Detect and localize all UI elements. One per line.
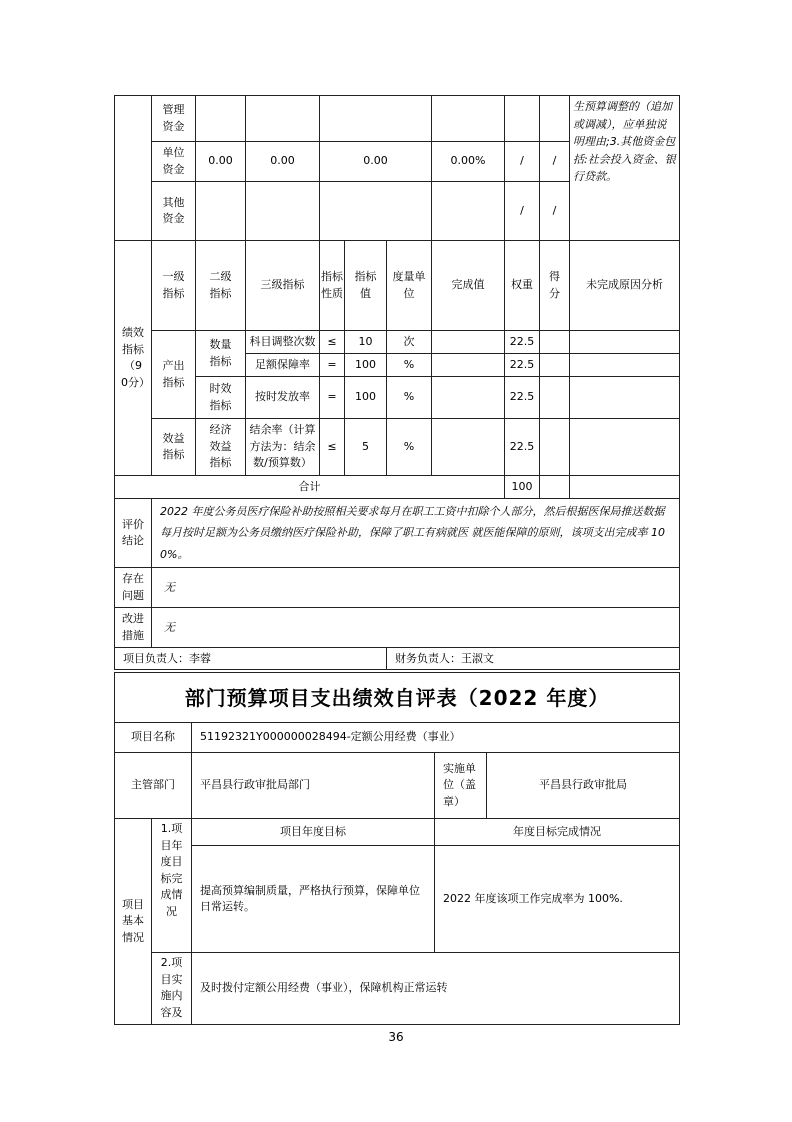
improvements-label: 改进措施 bbox=[115, 608, 152, 648]
project-name-label: 项目名称 bbox=[115, 723, 192, 753]
indicator-reason-cell bbox=[570, 354, 680, 377]
indicator-nature-cell: ≤ bbox=[320, 419, 345, 476]
indicator-header-reason: 未完成原因分析 bbox=[570, 241, 680, 331]
funding-row-label: 单位资金 bbox=[152, 142, 196, 182]
indicator-unit-cell: 次 bbox=[387, 331, 432, 354]
funding-amount-cell bbox=[320, 96, 432, 142]
indicator-nature-cell: = bbox=[320, 354, 345, 377]
status-header: 年度目标完成情况 bbox=[435, 819, 680, 846]
slash-cell: / bbox=[505, 142, 540, 182]
impl-unit-label: 实施单位（盖章） bbox=[435, 753, 487, 819]
goal-text: 提高预算编制质量，严格执行预算，保障单位日常运转。 bbox=[192, 846, 435, 953]
indicator-level2-cell: 数量指标 bbox=[196, 331, 246, 377]
indicator-header-level3: 三级指标 bbox=[246, 241, 320, 331]
indicator-done-cell bbox=[432, 419, 505, 476]
indicator-unit-cell: % bbox=[387, 354, 432, 377]
problems-label: 存在问题 bbox=[115, 568, 152, 608]
evaluation-label: 评价结论 bbox=[115, 499, 152, 568]
funding-amount-cell bbox=[246, 182, 320, 241]
indicator-header-done: 完成值 bbox=[432, 241, 505, 331]
indicator-header-value: 指标值 bbox=[345, 241, 387, 331]
indicator-weight-cell: 22.5 bbox=[505, 419, 540, 476]
indicator-done-cell bbox=[432, 331, 505, 354]
indicator-name-cell: 足额保障率 bbox=[246, 354, 320, 377]
funding-amount-cell: 0.00 bbox=[196, 142, 246, 182]
indicator-level1-cell: 效益指标 bbox=[152, 419, 196, 476]
indicator-level2-cell: 时效指标 bbox=[196, 377, 246, 419]
indicator-score-cell bbox=[540, 331, 570, 354]
slash-cell bbox=[505, 96, 540, 142]
indicator-value-cell: 10 bbox=[345, 331, 387, 354]
indicator-header-level2: 二级指标 bbox=[196, 241, 246, 331]
indicator-score-cell bbox=[540, 419, 570, 476]
funding-row-label: 其他资金 bbox=[152, 182, 196, 241]
slash-cell: / bbox=[540, 142, 570, 182]
total-label: 合计 bbox=[115, 476, 505, 499]
indicator-score-cell bbox=[540, 377, 570, 419]
perf-section-label: 绩效指标（90分） bbox=[115, 241, 152, 476]
slash-cell: / bbox=[505, 182, 540, 241]
indicator-weight-cell: 22.5 bbox=[505, 354, 540, 377]
indicator-unit-cell: % bbox=[387, 377, 432, 419]
self-evaluation-table bbox=[114, 672, 680, 1025]
impl-unit-value: 平昌县行政审批局 bbox=[487, 753, 680, 819]
indicator-nature-cell: ≤ bbox=[320, 331, 345, 354]
indicator-header-unit: 度量单位 bbox=[387, 241, 432, 331]
indicator-header-weight: 权重 bbox=[505, 241, 540, 331]
indicator-level2-cell: 经济效益指标 bbox=[196, 419, 246, 476]
indicator-score-cell bbox=[540, 354, 570, 377]
funding-amount-cell bbox=[196, 182, 246, 241]
indicator-level1-cell: 产出指标 bbox=[152, 331, 196, 419]
indicator-nature-cell: = bbox=[320, 377, 345, 419]
indicator-header-score: 得分 bbox=[540, 241, 570, 331]
indicator-value-cell: 5 bbox=[345, 419, 387, 476]
indicator-name-cell: 结余率（计算方法为：结余数/预算数） bbox=[246, 419, 320, 476]
indicator-name-cell: 科目调整次数 bbox=[246, 331, 320, 354]
evaluation-text: 2022 年度公务员医疗保险补助按照相关要求每月在职工工资中扣除个人部分，然后根据医保局推送数据每月按时足额为公务员缴纳医疗保险补助，保障了职工有病就医 就医能保障的原则，该项支出完成率 100%。 bbox=[152, 499, 680, 568]
total-weight: 100 bbox=[505, 476, 540, 499]
dept-label: 主管部门 bbox=[115, 753, 192, 819]
project-name-value: 51192321Y000000028494-定额公用经费（事业） bbox=[192, 723, 680, 753]
goal-header: 项目年度目标 bbox=[192, 819, 435, 846]
status-text: 2022 年度该项工作完成率为 100%. bbox=[435, 846, 680, 953]
basic-info-label: 项目基本情况 bbox=[115, 819, 152, 1025]
carryover-performance-table bbox=[114, 95, 680, 670]
problems-text: 无 bbox=[152, 568, 680, 608]
indicator-done-cell bbox=[432, 354, 505, 377]
improvements-text: 无 bbox=[152, 608, 680, 648]
slash-cell: / bbox=[540, 182, 570, 241]
funding-row-label: 管理资金 bbox=[152, 96, 196, 142]
impl-text: 及时拨付定额公用经费（事业），保障机构正常运转 bbox=[192, 953, 680, 1025]
funding-amount-cell bbox=[320, 182, 432, 241]
indicator-name-cell: 按时发放率 bbox=[246, 377, 320, 419]
indicator-header-level1: 一级指标 bbox=[152, 241, 196, 331]
page-number: 36 bbox=[388, 1030, 404, 1044]
funding-amount-cell bbox=[246, 96, 320, 142]
impl-section-label: 2.项目实施内容及 bbox=[152, 953, 192, 1025]
funding-rate-cell: 0.00% bbox=[432, 142, 505, 182]
indicator-header-nature: 指标性质 bbox=[320, 241, 345, 331]
slash-cell bbox=[540, 96, 570, 142]
funding-amount-cell bbox=[196, 96, 246, 142]
total-score-cell bbox=[540, 476, 570, 499]
carryover-left-empty-cell bbox=[115, 96, 152, 241]
signature-finance-lead: 财务负责人：王淑文 bbox=[387, 648, 680, 670]
table-title: 部门预算项目支出绩效自评表（2022 年度） bbox=[115, 673, 680, 723]
funding-amount-cell: 0.00 bbox=[246, 142, 320, 182]
indicator-unit-cell: % bbox=[387, 419, 432, 476]
goal-section-label: 1.项目年度目标完成情况 bbox=[152, 819, 192, 953]
dept-value: 平昌县行政审批局部门 bbox=[192, 753, 435, 819]
indicator-reason-cell bbox=[570, 377, 680, 419]
indicator-weight-cell: 22.5 bbox=[505, 331, 540, 354]
indicator-value-cell: 100 bbox=[345, 354, 387, 377]
funding-amount-cell: 0.00 bbox=[320, 142, 432, 182]
indicator-value-cell: 100 bbox=[345, 377, 387, 419]
funding-rate-cell bbox=[432, 96, 505, 142]
indicator-reason-cell bbox=[570, 331, 680, 354]
total-reason-cell bbox=[570, 476, 680, 499]
signature-project-lead: 项目负责人：李蓉 bbox=[115, 648, 387, 670]
side-note: 生预算调整的（追加或调减），应单独说明理由;3.其他资金包括:社会投入资金、银行贷款。 bbox=[570, 96, 680, 241]
indicator-done-cell bbox=[432, 377, 505, 419]
funding-rate-cell bbox=[432, 182, 505, 241]
indicator-weight-cell: 22.5 bbox=[505, 377, 540, 419]
indicator-reason-cell bbox=[570, 419, 680, 476]
